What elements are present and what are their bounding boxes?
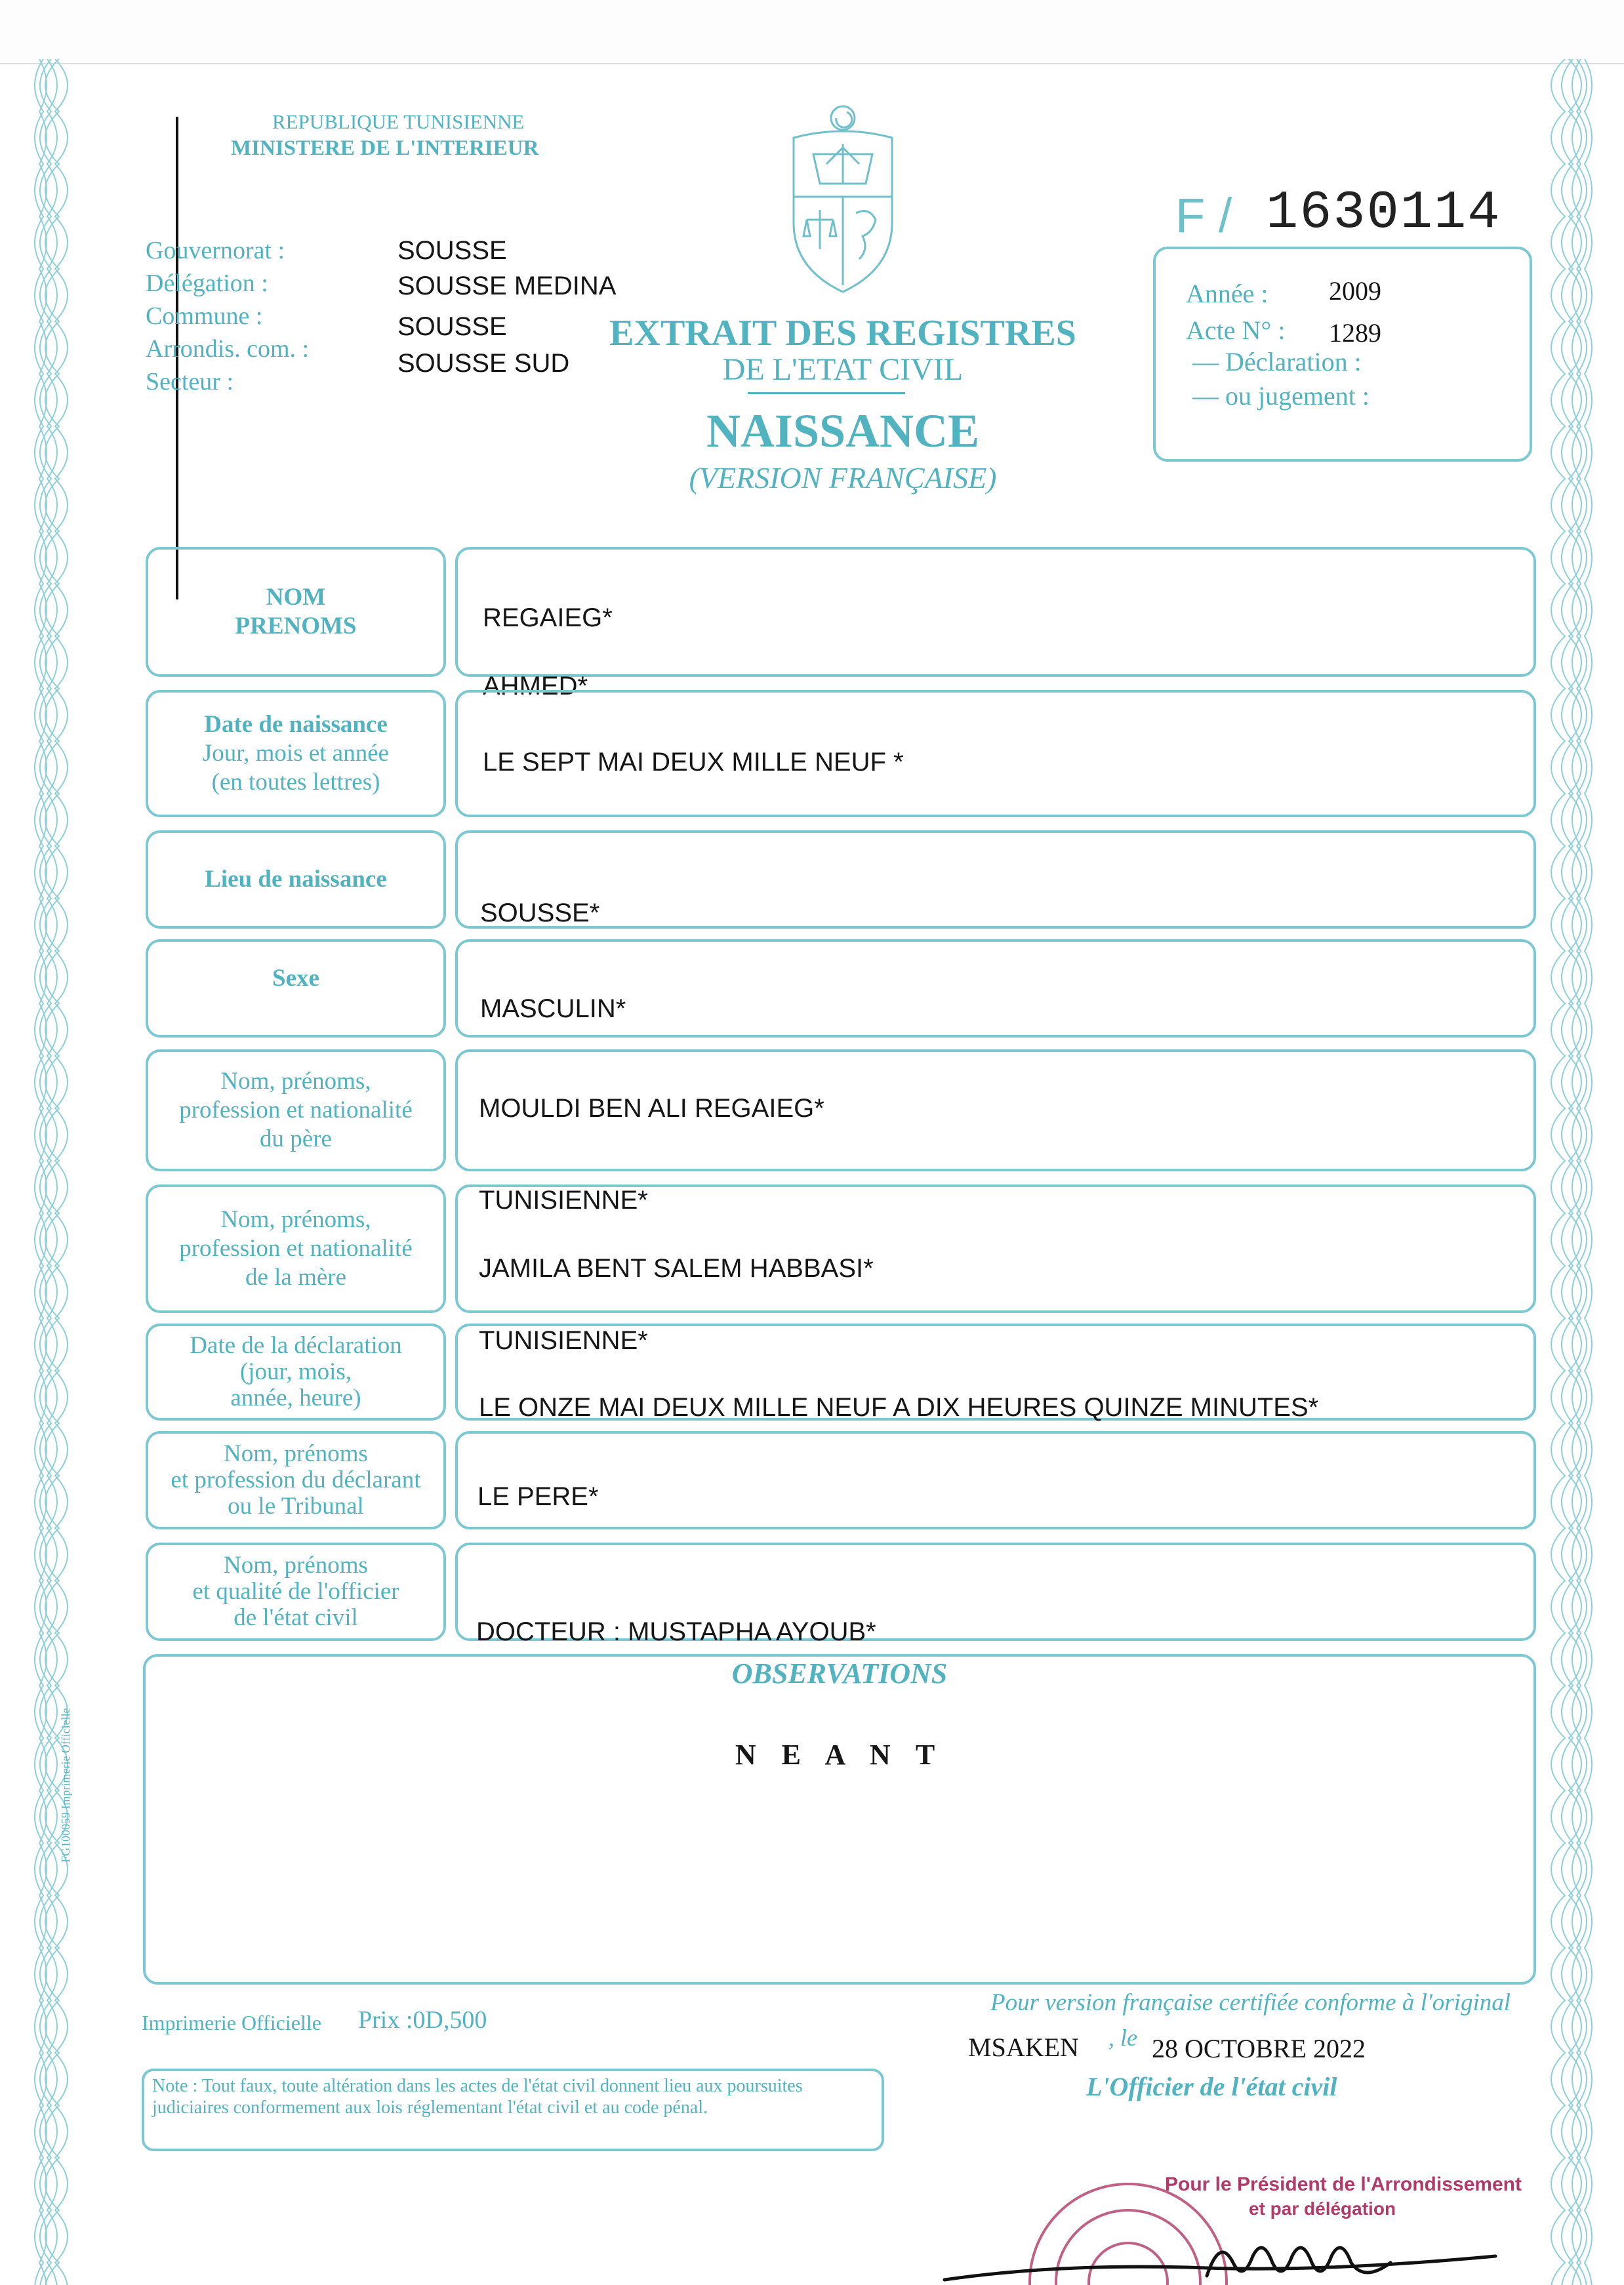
guilloche-border-right — [1545, 59, 1624, 2285]
title-line2: DE L'ETAT CIVIL — [722, 352, 964, 387]
declaration-label: — Déclaration : — [1192, 347, 1362, 376]
date-naissance-value: LE SEPT MAI DEUX MILLE NEUF * — [483, 748, 904, 777]
declarant-value: LE PERE* — [477, 1482, 599, 1511]
acte-value: 1289 — [1329, 318, 1381, 348]
delegation-label: Délégation : — [146, 270, 268, 297]
mere-value: JAMILA BENT SALEM HABBASI* — [479, 1254, 874, 1283]
annee-label: Année : — [1186, 279, 1269, 308]
prenoms-value: AHMED* — [483, 672, 588, 700]
title-divider — [748, 392, 905, 394]
date-value: 28 OCTOBRE 2022 — [1152, 2034, 1366, 2063]
place-value: MSAKEN — [968, 2032, 1079, 2062]
gouvernorat-value: SOUSSE — [397, 236, 507, 265]
certified-label: Pour version française certifiée conforme à l'original — [990, 1989, 1511, 2016]
republic-label: REPUBLIQUE TUNISIENNE — [272, 110, 525, 133]
commune-value: SOUSSE — [397, 312, 507, 341]
guilloche-border-left — [0, 59, 79, 2285]
note-text: Note : Tout faux, toute altération dans les actes de l'état civil donnent lieu aux poursuites judiciaires conformement aux lois réglementant l'état civil et au code pénal. — [152, 2076, 803, 2118]
annee-value: 2009 — [1329, 276, 1381, 306]
row-declarant-label: Nom, prénoms et profession du déclarant ou le Tribunal — [171, 1440, 421, 1520]
commune-label: Commune : — [146, 302, 263, 330]
handwritten-signature — [931, 2217, 1522, 2285]
pere-value: MOULDI BEN ALI REGAIEG* — [479, 1094, 824, 1123]
row-sexe-label: Sexe — [272, 965, 319, 992]
row-nom-label: NOM PRENOMS — [235, 584, 357, 639]
lieu-naissance-value: SOUSSE* — [480, 899, 600, 927]
observations-box — [143, 1654, 1536, 1985]
side-print: FG100059 Imprimerie Officielle — [59, 1708, 72, 1863]
observations-title: OBSERVATIONS — [731, 1657, 948, 1689]
row-mere-value-box — [455, 1184, 1536, 1313]
printer-label: Imprimerie Officielle — [142, 2011, 321, 2034]
title-line1: EXTRAIT DES REGISTRES — [609, 313, 1076, 354]
arrondissement-label: Arrondis. com. : — [146, 335, 310, 363]
stamp-text-1: Pour le Président de l'Arrondissement — [1165, 2174, 1522, 2195]
mere-nationalite-value: TUNISIENNE* — [479, 1326, 648, 1355]
scan-top-edge — [0, 0, 1624, 64]
row-lieu-label: Lieu de naissance — [205, 866, 387, 893]
row-pere-label: Nom, prénoms, profession et nationalité du père — [179, 1068, 413, 1152]
row-officier-label: Nom, prénoms et qualité de l'officier de l'état civil — [192, 1552, 399, 1631]
row-naissance-label: Date de naissance Jour, mois et année (en toutes lettres) — [202, 711, 390, 796]
gouvernorat-label: Gouvernorat : — [146, 237, 285, 264]
officer-label: L'Officier de l'état civil — [1086, 2072, 1337, 2101]
row-lieu-value-box — [455, 830, 1536, 929]
secteur-label: Secteur : — [146, 368, 234, 395]
serial-prefix: F / — [1175, 188, 1232, 243]
title-main: NAISSANCE — [706, 405, 980, 457]
jugement-label: — ou jugement : — [1192, 381, 1370, 411]
row-nom-value-box — [455, 547, 1536, 677]
tunisian-emblem-icon — [781, 98, 905, 295]
ministry-label: MINISTERE DE L'INTERIEUR — [231, 136, 539, 160]
serial-number: 1630114 — [1266, 182, 1501, 243]
nom-value: REGAIEG* — [483, 603, 613, 632]
delegation-value: SOUSSE MEDINA — [397, 272, 617, 300]
row-declaration-label: Date de la déclaration (jour, mois, année, heure) — [190, 1332, 402, 1411]
stamp-text-2: et par délégation — [1249, 2198, 1396, 2219]
arrondissement-value: SOUSSE SUD — [397, 349, 570, 378]
pere-nationalite-value: TUNISIENNE* — [479, 1186, 648, 1215]
title-version: (VERSION FRANÇAISE) — [689, 461, 997, 495]
declaration-value: LE ONZE MAI DEUX MILLE NEUF A DIX HEURES QUINZE MINUTES* — [479, 1393, 1319, 1422]
row-mere-label: Nom, prénoms, profession et nationalité de la mère — [179, 1206, 413, 1291]
sexe-value: MASCULIN* — [480, 994, 626, 1023]
observations-text: N E A N T — [735, 1739, 944, 1771]
officier-value: DOCTEUR : MUSTAPHA AYOUB* — [476, 1617, 876, 1646]
row-declarant-value-box — [455, 1431, 1536, 1529]
price-label: Prix :0D,500 — [358, 2006, 487, 2034]
acte-label: Acte N° : — [1186, 315, 1286, 345]
date-prefix: , le — [1108, 2025, 1137, 2051]
